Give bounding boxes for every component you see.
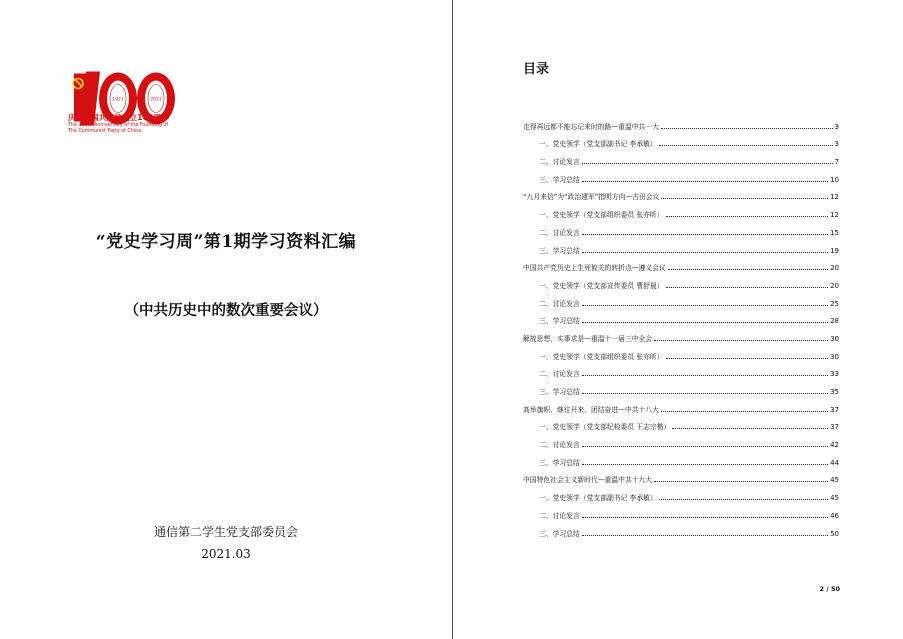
toc-entry-label: 二、讨论发言 xyxy=(539,511,580,520)
toc-entry[interactable] xyxy=(523,484,839,502)
document-date: 2021.03 xyxy=(201,547,251,561)
toc-entry-label: “九月来信”为“政治建军”指明方向—古田会议 xyxy=(523,193,660,202)
toc-page xyxy=(453,0,903,639)
toc-dot-leader xyxy=(582,305,828,306)
toc-entry[interactable] xyxy=(523,396,839,414)
toc-entry-label: 一、党史领学（党支部副书记 李承敏） xyxy=(539,140,657,149)
toc-entry-page: 33 xyxy=(830,370,839,379)
toc-entry-page: 19 xyxy=(830,246,839,255)
logo-caption-zh: 庆祝中国共产党成立100周年 xyxy=(68,113,169,122)
toc-entry-page: 15 xyxy=(830,228,839,237)
toc-dot-leader xyxy=(659,499,828,500)
toc-entry-page: 45 xyxy=(830,494,839,503)
toc-entry-page: 20 xyxy=(830,281,839,290)
toc-entry[interactable] xyxy=(523,449,839,467)
toc-entry-label: 中国共产党历史上生死攸关的转折点—遵义会议 xyxy=(523,264,666,273)
toc-entry-label: 二、讨论发言 xyxy=(539,441,580,450)
toc-entry-label: 二、讨论发言 xyxy=(539,299,580,308)
toc-entry[interactable] xyxy=(523,166,839,184)
toc-entry[interactable] xyxy=(523,184,839,202)
toc-dot-leader xyxy=(661,128,833,129)
toc-entry-page: 3 xyxy=(834,140,839,149)
toc-entry-label: 一、党史领学（党支部副书记 李承敏） xyxy=(539,494,657,503)
toc-entry-page: 50 xyxy=(830,529,839,538)
toc-entry[interactable] xyxy=(523,520,839,538)
toc-entry-label: 二、讨论发言 xyxy=(539,158,580,167)
toc-entry[interactable] xyxy=(523,290,839,308)
toc-entry-label: 一、党史领学（党支部组织委员 张亦昕） xyxy=(539,352,664,361)
toc-entry[interactable] xyxy=(523,378,839,396)
toc-entry[interactable] xyxy=(523,255,839,273)
toc-dot-leader xyxy=(666,287,829,288)
toc-entry-page: 12 xyxy=(830,193,839,202)
toc-list xyxy=(523,113,839,538)
logo-caption-en-2: The Communist Party of China xyxy=(68,129,142,135)
toc-entry-page: 46 xyxy=(830,511,839,520)
toc-entry-label: 中国特色社会主义新时代—重温中共十九大 xyxy=(523,476,653,485)
toc-entry[interactable] xyxy=(523,148,839,166)
toc-entry-page: 37 xyxy=(830,405,839,414)
toc-entry-page: 42 xyxy=(830,441,839,450)
toc-entry-label: 一、党史领学（党支部纪检委员 王志宗楷） xyxy=(539,423,671,432)
toc-entry-label: 三、学习总结 xyxy=(539,317,580,326)
toc-entry-label: 三、学习总结 xyxy=(539,529,580,538)
toc-dot-leader xyxy=(582,446,828,447)
toc-dot-leader xyxy=(661,198,828,199)
logo-caption xyxy=(68,114,193,135)
toc-entry-page: 12 xyxy=(830,211,839,220)
toc-entry-page: 28 xyxy=(830,317,839,326)
toc-entry-page: 30 xyxy=(830,352,839,361)
toc-dot-leader xyxy=(582,234,828,235)
toc-dot-leader xyxy=(659,145,833,146)
toc-dot-leader xyxy=(582,163,833,164)
toc-entry[interactable] xyxy=(523,431,839,449)
toc-entry-page: 44 xyxy=(830,458,839,467)
toc-entry[interactable] xyxy=(523,414,839,432)
toc-entry-label: 解放思想，实事求是—重温十一届三中全会 xyxy=(523,334,653,343)
toc-entry-page: 30 xyxy=(830,334,839,343)
toc-dot-leader xyxy=(668,269,828,270)
toc-entry-label: 三、学习总结 xyxy=(539,458,580,467)
toc-dot-leader xyxy=(582,181,828,182)
toc-entry[interactable] xyxy=(523,361,839,379)
toc-entry-label: 二、讨论发言 xyxy=(539,370,580,379)
toc-dot-leader xyxy=(582,535,828,536)
toc-entry-label: 三、学习总结 xyxy=(539,175,580,184)
toc-entry[interactable] xyxy=(523,325,839,343)
page-indicator: 2 / 50 xyxy=(819,585,840,593)
toc-dot-leader xyxy=(582,517,828,518)
toc-entry-page: 7 xyxy=(834,158,839,167)
toc-dot-leader xyxy=(661,411,828,412)
toc-entry-label: 一、党史领学（党支部宣传委员 曹舒晨） xyxy=(539,281,664,290)
toc-entry[interactable] xyxy=(523,467,839,485)
year-right: 2021 xyxy=(150,97,162,103)
toc-entry[interactable] xyxy=(523,237,839,255)
document-title: “党史学习周”第1期学习资料汇编 xyxy=(95,232,357,252)
toc-dot-leader xyxy=(666,358,829,359)
toc-dot-leader xyxy=(582,393,828,394)
toc-dot-leader xyxy=(666,216,829,217)
toc-entry-page: 37 xyxy=(830,423,839,432)
toc-dot-leader xyxy=(582,322,828,323)
toc-entry-label: 一、党史领学（党支部组织委员 张亦昕） xyxy=(539,211,664,220)
toc-entry[interactable] xyxy=(523,219,839,237)
toc-entry-page: 10 xyxy=(830,175,839,184)
document-subtitle: （中共历史中的数次重要会议） xyxy=(124,302,328,319)
organization-name: 通信第二学生党支部委员会 xyxy=(153,525,298,539)
toc-heading: 目录 xyxy=(523,62,550,77)
toc-entry[interactable] xyxy=(523,343,839,361)
toc-entry-page: 25 xyxy=(830,299,839,308)
toc-dot-leader xyxy=(582,464,828,465)
toc-entry-page: 20 xyxy=(830,264,839,273)
logo-caption-en-1: The 100th Anniversary of the Founding of xyxy=(68,122,169,128)
toc-entry[interactable] xyxy=(523,201,839,219)
toc-dot-leader xyxy=(654,481,828,482)
toc-entry-page: 45 xyxy=(830,476,839,485)
toc-dot-leader xyxy=(582,375,828,376)
toc-entry[interactable] xyxy=(523,272,839,290)
toc-entry-label: 走得再远都不能忘记来时的路—重温中共一大 xyxy=(523,122,659,131)
toc-entry-label: 高举旗帜、继往开来、团结奋进—中共十八大 xyxy=(523,405,659,414)
toc-entry-label: 三、学习总结 xyxy=(539,388,580,396)
toc-entry[interactable] xyxy=(523,308,839,326)
toc-dot-leader xyxy=(672,428,828,429)
year-left: 1921 xyxy=(112,97,124,103)
toc-entry-page: 35 xyxy=(830,388,839,396)
toc-entry[interactable] xyxy=(523,113,839,131)
toc-entry[interactable] xyxy=(523,502,839,520)
toc-entry-label: 三、学习总结 xyxy=(539,246,580,255)
toc-dot-leader xyxy=(582,252,828,253)
toc-entry-page: 3 xyxy=(834,122,839,131)
toc-entry[interactable] xyxy=(523,131,839,149)
toc-dot-leader xyxy=(654,340,828,341)
toc-entry-label: 二、讨论发言 xyxy=(539,228,580,237)
